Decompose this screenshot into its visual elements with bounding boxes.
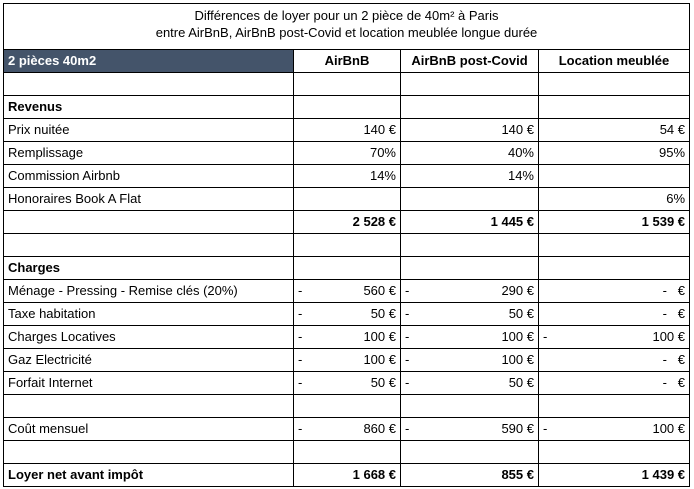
row-label-cell[interactable]: Ménage - Pressing - Remise clés (20%) bbox=[4, 280, 294, 303]
row-label-cell[interactable]: Charges Locatives bbox=[4, 326, 294, 349]
empty-cell[interactable] bbox=[4, 395, 294, 418]
value-cell[interactable]: 14% bbox=[401, 165, 539, 188]
value-cell[interactable] bbox=[539, 303, 690, 326]
value-cell[interactable]: 95% bbox=[539, 142, 690, 165]
empty-cell[interactable] bbox=[294, 234, 401, 257]
value-text: 100 € bbox=[501, 352, 534, 367]
commission-row bbox=[4, 165, 690, 188]
value-cell[interactable] bbox=[294, 303, 401, 326]
value-cell[interactable] bbox=[539, 372, 690, 395]
empty-row bbox=[4, 234, 690, 257]
value-cell[interactable] bbox=[539, 280, 690, 303]
revenus-total-row bbox=[4, 211, 690, 234]
value-cell[interactable] bbox=[294, 418, 401, 441]
row-label-cell[interactable]: Remplissage bbox=[4, 142, 294, 165]
empty-cell[interactable] bbox=[539, 96, 690, 119]
row-label-cell[interactable]: Prix nuitée bbox=[4, 119, 294, 142]
empty-cell[interactable] bbox=[401, 395, 539, 418]
minus-sign: - bbox=[298, 352, 303, 367]
value-text: 860 € bbox=[363, 421, 396, 436]
total-cell[interactable]: 2 528 € bbox=[294, 211, 401, 234]
empty-cell[interactable] bbox=[539, 73, 690, 96]
value-cell[interactable]: 54 € bbox=[539, 119, 690, 142]
value-cell[interactable] bbox=[539, 349, 690, 372]
value-cell[interactable]: 140 € bbox=[401, 119, 539, 142]
value-cell[interactable]: 140 € bbox=[294, 119, 401, 142]
value-text: 100 € bbox=[652, 421, 686, 436]
loyer-net-label-cell[interactable]: Loyer net avant impôt bbox=[4, 464, 294, 487]
minus-sign: - bbox=[405, 329, 410, 344]
value-cell[interactable] bbox=[401, 418, 539, 441]
value-cell[interactable]: 14% bbox=[294, 165, 401, 188]
honoraires-row bbox=[4, 188, 690, 211]
value-cell[interactable] bbox=[401, 280, 539, 303]
value-text: 100 € bbox=[363, 329, 396, 344]
header-location-meublee-cell[interactable]: Location meublée bbox=[539, 50, 690, 73]
charges-locatives-row bbox=[4, 326, 690, 349]
minus-sign: - bbox=[405, 352, 410, 367]
value-cell[interactable] bbox=[294, 280, 401, 303]
value-cell[interactable]: 6% bbox=[539, 188, 690, 211]
empty-row bbox=[4, 441, 690, 464]
value-text: 590 € bbox=[501, 421, 534, 436]
empty-cell[interactable] bbox=[539, 395, 690, 418]
value-text: 290 € bbox=[501, 283, 534, 298]
total-cell[interactable]: 1 439 € bbox=[539, 464, 690, 487]
charges-heading-cell[interactable]: Charges bbox=[4, 257, 294, 280]
value-cell[interactable] bbox=[401, 303, 539, 326]
value-cell[interactable] bbox=[539, 165, 690, 188]
header-label-cell[interactable]: 2 pièces 40m2 bbox=[4, 50, 294, 73]
value-cell[interactable] bbox=[401, 349, 539, 372]
header-airbnb-post-covid-cell[interactable]: AirBnB post-Covid bbox=[401, 50, 539, 73]
table-title-line2: entre AirBnB, AirBnB post-Covid et location meublée longue durée bbox=[155, 25, 538, 40]
minus-sign: - bbox=[405, 306, 410, 321]
value-cell[interactable]: 70% bbox=[294, 142, 401, 165]
empty-cell[interactable] bbox=[294, 73, 401, 96]
empty-cell[interactable] bbox=[539, 257, 690, 280]
spreadsheet bbox=[3, 3, 689, 487]
empty-cell[interactable] bbox=[4, 234, 294, 257]
value-text: - € bbox=[662, 375, 686, 390]
value-cell[interactable] bbox=[294, 372, 401, 395]
revenus-heading-cell[interactable]: Revenus bbox=[4, 96, 294, 119]
prix-nuitee-row bbox=[4, 119, 690, 142]
value-cell[interactable] bbox=[401, 326, 539, 349]
row-label-cell[interactable]: Coût mensuel bbox=[4, 418, 294, 441]
minus-sign: - bbox=[543, 421, 548, 436]
empty-cell[interactable] bbox=[294, 441, 401, 464]
minus-sign: - bbox=[298, 283, 303, 298]
minus-sign: - bbox=[405, 421, 410, 436]
empty-cell[interactable] bbox=[4, 211, 294, 234]
row-label-cell[interactable]: Gaz Electricité bbox=[4, 349, 294, 372]
value-text: - € bbox=[662, 352, 686, 367]
value-cell[interactable] bbox=[539, 418, 690, 441]
title-row bbox=[4, 4, 690, 50]
empty-cell[interactable] bbox=[539, 441, 690, 464]
empty-cell[interactable] bbox=[294, 96, 401, 119]
value-text: 50 € bbox=[370, 306, 396, 321]
empty-row bbox=[4, 395, 690, 418]
gaz-electricite-row bbox=[4, 349, 690, 372]
value-text: 100 € bbox=[652, 329, 686, 344]
empty-cell[interactable] bbox=[4, 441, 294, 464]
empty-cell[interactable] bbox=[401, 257, 539, 280]
value-text: 50 € bbox=[370, 375, 396, 390]
empty-cell[interactable] bbox=[401, 234, 539, 257]
value-text: 100 € bbox=[501, 329, 534, 344]
empty-cell[interactable] bbox=[401, 96, 539, 119]
charges-heading-row bbox=[4, 257, 690, 280]
value-text: 50 € bbox=[508, 375, 534, 390]
empty-cell[interactable] bbox=[401, 73, 539, 96]
minus-sign: - bbox=[543, 329, 548, 344]
loyer-net-row bbox=[4, 464, 690, 487]
value-text: 560 € bbox=[363, 283, 396, 298]
value-cell[interactable] bbox=[294, 326, 401, 349]
total-cell[interactable]: 1 668 € bbox=[294, 464, 401, 487]
row-label-cell[interactable]: Honoraires Book A Flat bbox=[4, 188, 294, 211]
value-text: - € bbox=[662, 283, 686, 298]
total-cell[interactable]: 1 539 € bbox=[539, 211, 690, 234]
minus-sign: - bbox=[298, 306, 303, 321]
minus-sign: - bbox=[298, 421, 303, 436]
value-cell[interactable]: 40% bbox=[401, 142, 539, 165]
remplissage-row bbox=[4, 142, 690, 165]
header-airbnb-cell[interactable]: AirBnB bbox=[294, 50, 401, 73]
empty-row bbox=[4, 73, 690, 96]
value-text: 50 € bbox=[508, 306, 534, 321]
minus-sign: - bbox=[298, 375, 303, 390]
value-cell[interactable] bbox=[539, 326, 690, 349]
revenus-heading-row bbox=[4, 96, 690, 119]
total-cell[interactable]: 855 € bbox=[401, 464, 539, 487]
menage-row bbox=[4, 280, 690, 303]
row-label-cell[interactable]: Commission Airbnb bbox=[4, 165, 294, 188]
value-cell[interactable] bbox=[401, 188, 539, 211]
row-label-cell[interactable]: Taxe habitation bbox=[4, 303, 294, 326]
minus-sign: - bbox=[405, 283, 410, 298]
table-title-cell[interactable] bbox=[4, 4, 690, 50]
row-label-cell[interactable]: Forfait Internet bbox=[4, 372, 294, 395]
cout-mensuel-row bbox=[4, 418, 690, 441]
value-cell[interactable] bbox=[401, 372, 539, 395]
empty-cell[interactable] bbox=[294, 257, 401, 280]
value-text: 100 € bbox=[363, 352, 396, 367]
empty-cell[interactable] bbox=[294, 395, 401, 418]
minus-sign: - bbox=[298, 329, 303, 344]
empty-cell[interactable] bbox=[401, 441, 539, 464]
minus-sign: - bbox=[405, 375, 410, 390]
rent-comparison-table bbox=[3, 3, 690, 487]
empty-cell[interactable] bbox=[539, 234, 690, 257]
empty-cell[interactable] bbox=[4, 73, 294, 96]
value-cell[interactable] bbox=[294, 188, 401, 211]
total-cell[interactable]: 1 445 € bbox=[401, 211, 539, 234]
header-row bbox=[4, 50, 690, 73]
value-cell[interactable] bbox=[294, 349, 401, 372]
forfait-internet-row bbox=[4, 372, 690, 395]
value-text: - € bbox=[662, 306, 686, 321]
table-title-line1: Différences de loyer pour un 2 pièce de 40m² à Paris bbox=[194, 8, 499, 23]
taxe-row bbox=[4, 303, 690, 326]
